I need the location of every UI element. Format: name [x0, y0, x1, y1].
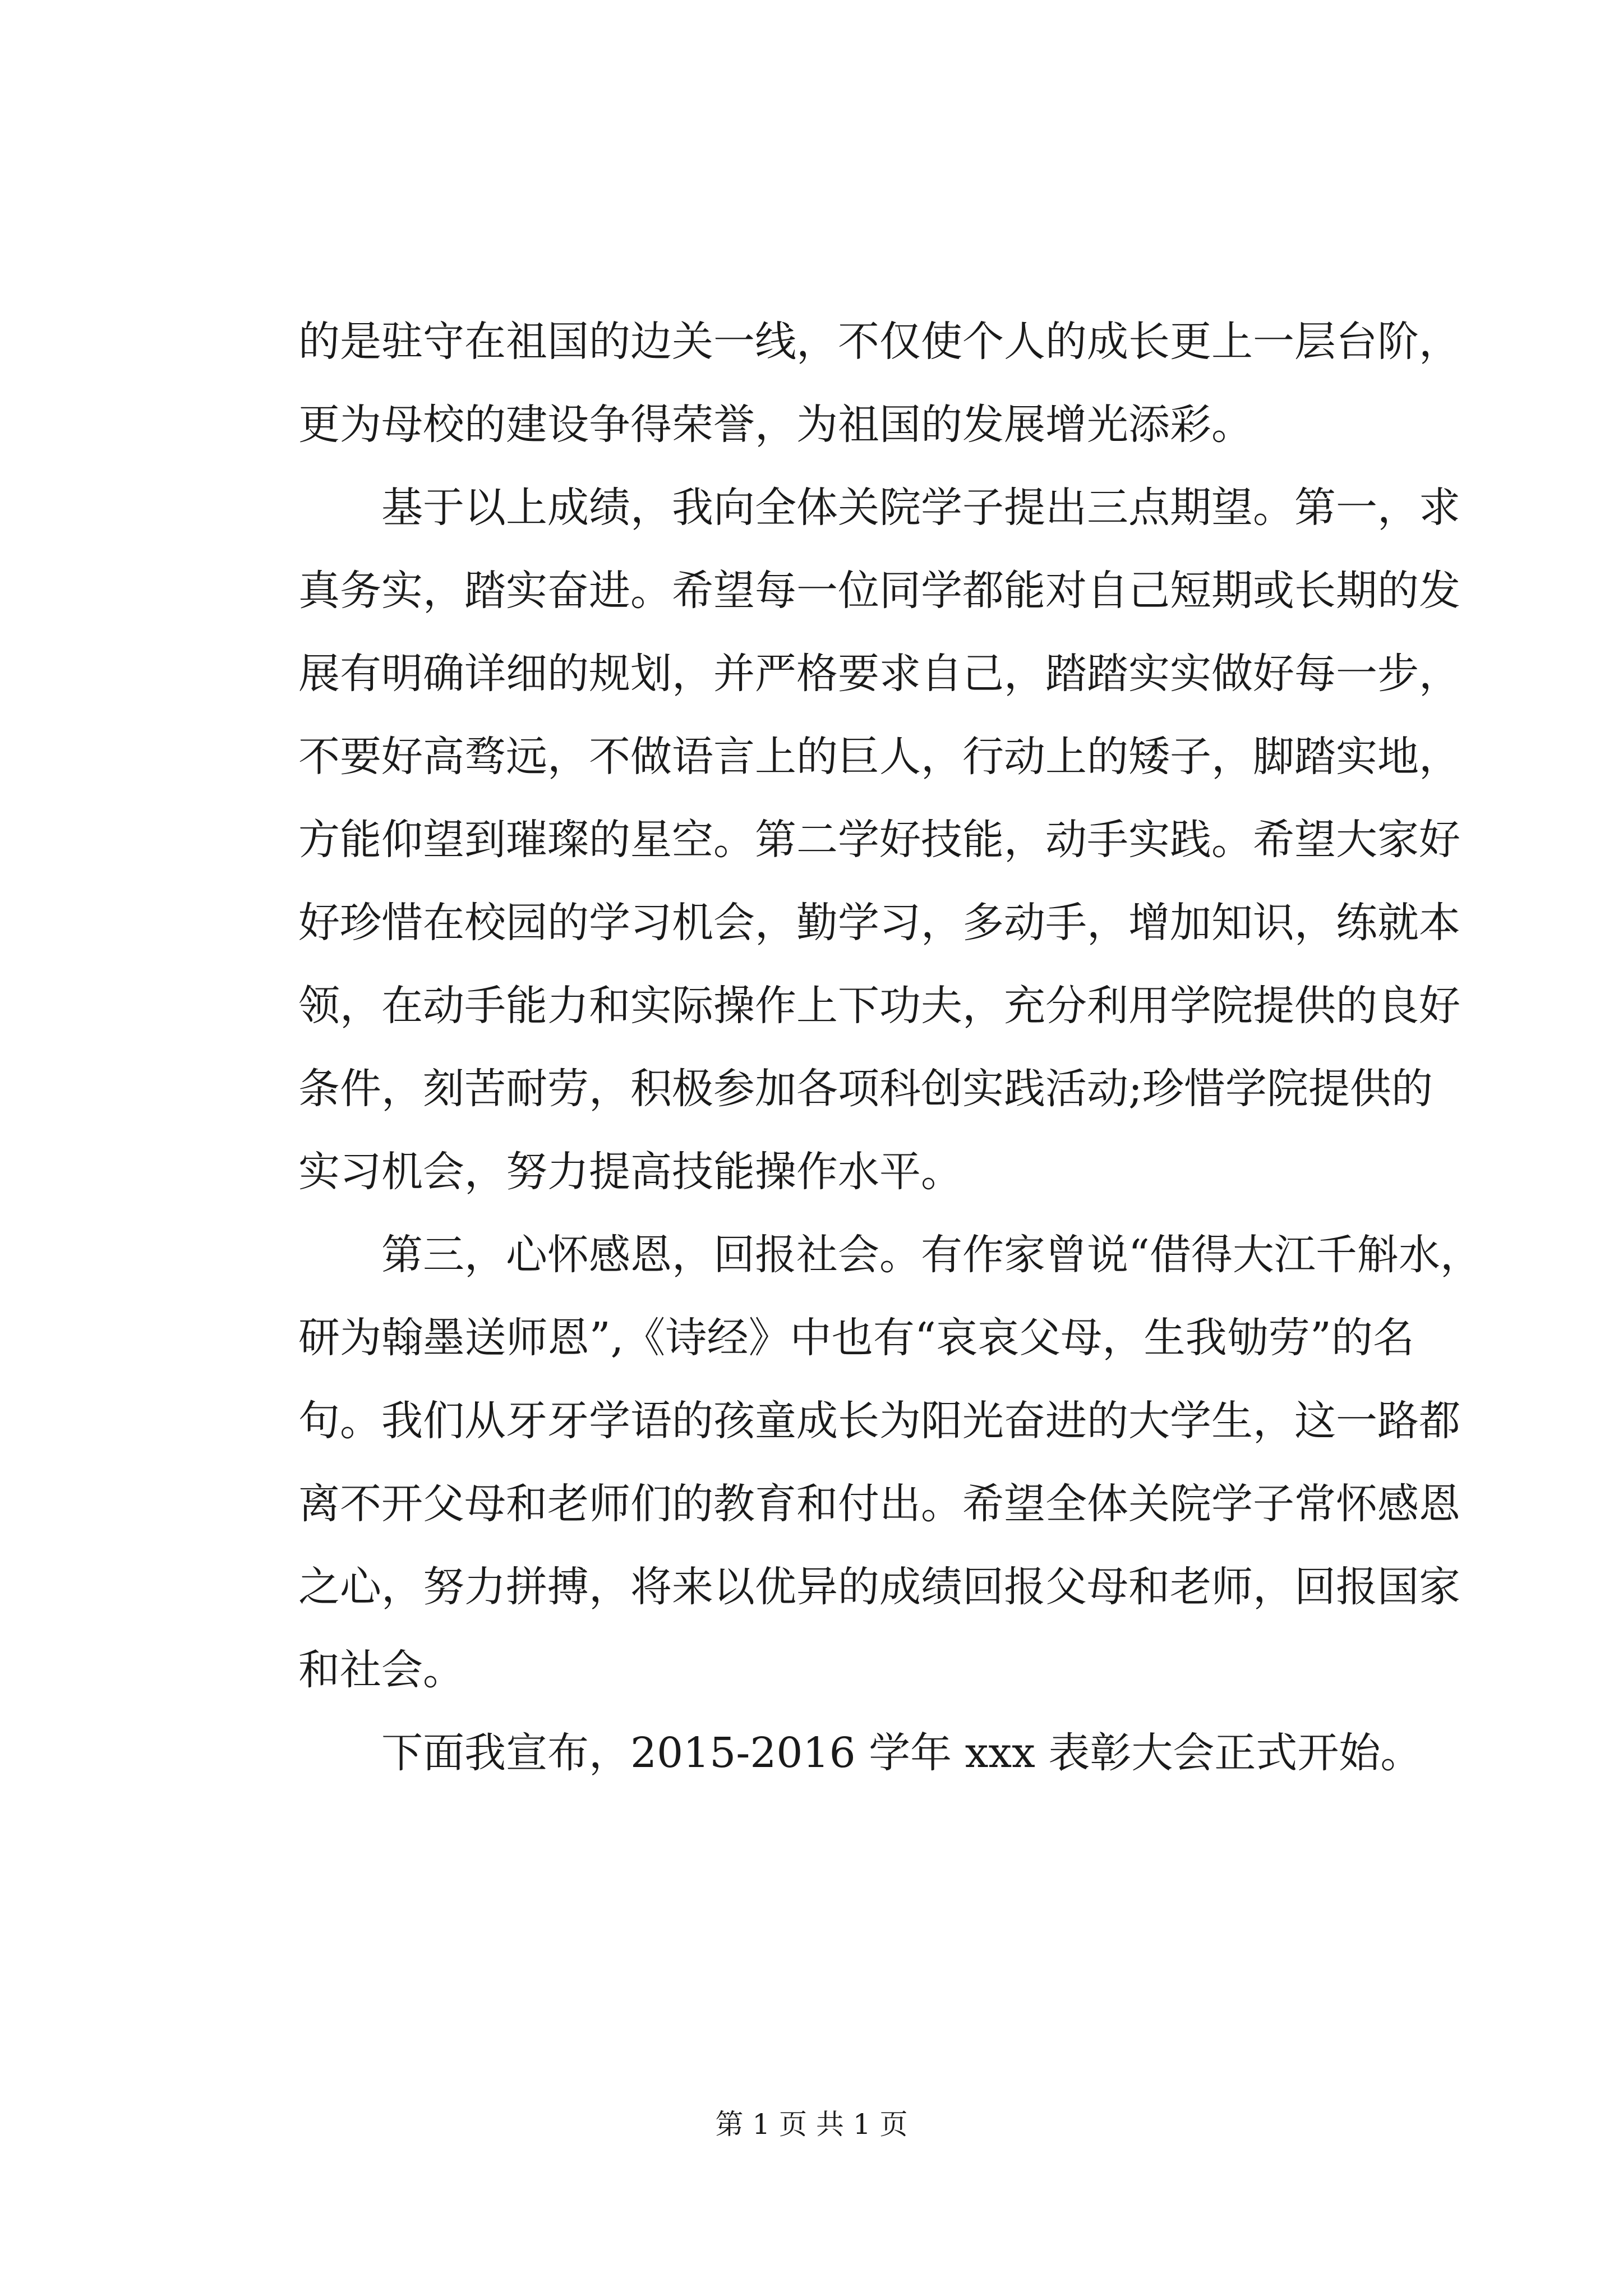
document-body — [298, 300, 1482, 1795]
text-line: 真务实，踏实奋进。希望每一位同学都能对自己短期或长期的发 — [298, 567, 1460, 615]
text-line: 下面我宣布，2015-2016 学年 xxx 表彰大会正式开始。 — [381, 1729, 1422, 1777]
text-line: 基于以上成绩，我向全体关院学子提出三点期望。第一，求 — [381, 484, 1460, 532]
text-line: 和社会。 — [298, 1646, 464, 1694]
text-line: 条件，刻苦耐劳，积极参加各项科创实践活动;珍惜学院提供的 — [298, 1065, 1433, 1113]
text-line: 不要好高骛远，不做语言上的巨人，行动上的矮子，脚踏实地， — [298, 733, 1460, 781]
text-line: 研为翰墨送师恩”,《诗经》中也有“哀哀父母，生我劬劳”的名 — [298, 1314, 1414, 1362]
text-line: 领，在动手能力和实际操作上下功夫，充分利用学院提供的良好 — [298, 982, 1460, 1030]
page-footer: 第 1 页 共 1 页 — [715, 2108, 908, 2141]
text-line: 展有明确详细的规划，并严格要求自己，踏踏实实做好每一步， — [298, 650, 1460, 698]
text-line: 更为母校的建设争得荣誉，为祖国的发展增光添彩。 — [298, 401, 1253, 449]
text-line: 实习机会，努力提高技能操作水平。 — [298, 1148, 962, 1196]
text-line: 第三，心怀感恩，回报社会。有作家曾说“借得大江千斛水， — [381, 1231, 1482, 1279]
text-line: 句。我们从牙牙学语的孩童成长为阳光奋进的大学生，这一路都 — [298, 1397, 1460, 1445]
text-line: 方能仰望到璀璨的星空。第二学好技能，动手实践。希望大家好 — [298, 816, 1460, 864]
text-line: 离不开父母和老师们的教育和付出。希望全体关院学子常怀感恩 — [298, 1480, 1460, 1528]
text-line: 之心，努力拼搏，将来以优异的成绩回报父母和老师，回报国家 — [298, 1563, 1460, 1611]
text-line: 的是驻守在祖国的边关一线，不仅使个人的成长更上一层台阶， — [298, 318, 1460, 366]
text-line: 好珍惜在校园的学习机会，勤学习，多动手，增加知识，练就本 — [298, 899, 1460, 947]
